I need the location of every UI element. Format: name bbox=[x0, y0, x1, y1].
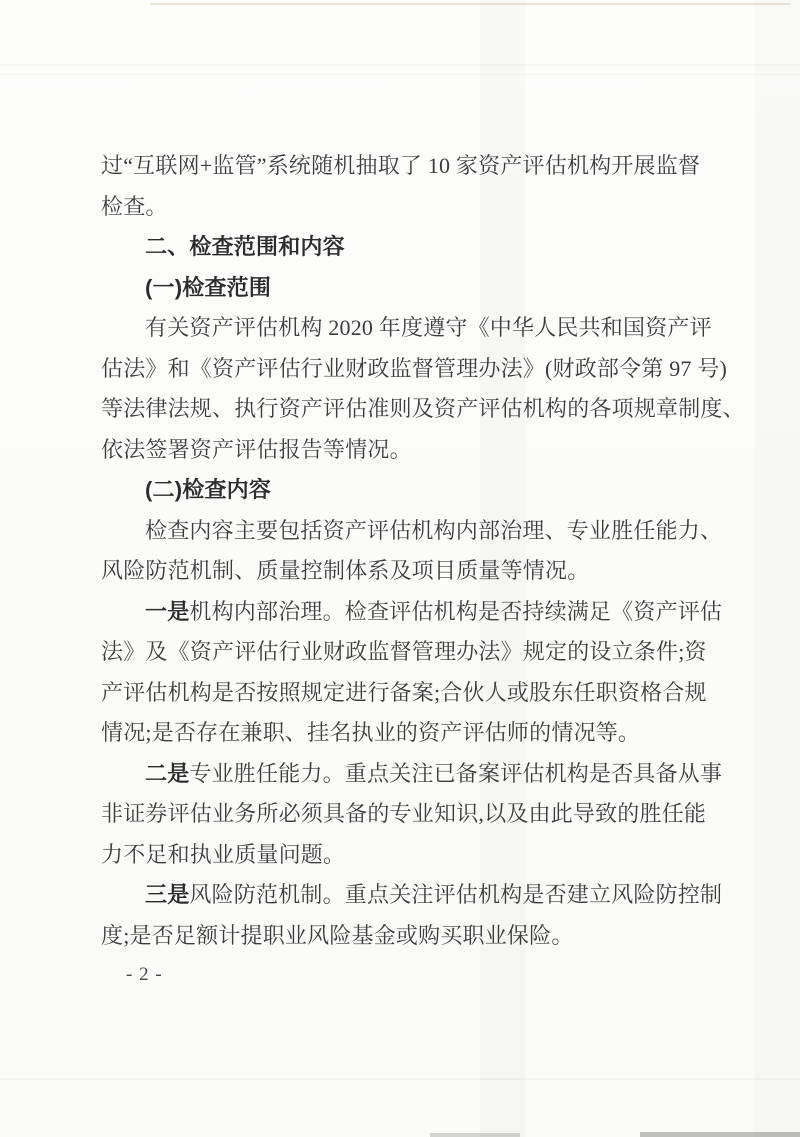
line-text: (二)检查内容 bbox=[145, 477, 272, 502]
line-prefix: 三是 bbox=[145, 882, 190, 907]
text-line bbox=[101, 632, 717, 673]
line-text: 二、检查范围和内容 bbox=[145, 234, 345, 259]
scan-artifact-top-line bbox=[150, 3, 790, 5]
line-prefix: 一是 bbox=[145, 598, 190, 624]
line-text: 等法律法规、执行资产评估准则及资产评估机构的各项规章制度、 bbox=[101, 396, 745, 421]
scan-artifact-streak bbox=[0, 74, 800, 75]
line-text: 风险防范机制、质量控制体系及项目质量等情况。 bbox=[101, 558, 590, 583]
line-text: 估法》和《资产评估行业财政监督管理办法》(财政部令第 97 号) bbox=[101, 355, 728, 381]
line-text: 力不足和执业质量问题。 bbox=[101, 841, 346, 867]
text-line bbox=[101, 389, 745, 430]
line-text: 情况;是否存在兼职、挂名执业的资产评估师的情况等。 bbox=[101, 720, 641, 745]
scan-artifact-streak bbox=[0, 1078, 800, 1080]
line-text: 检查内容主要包括资产评估机构内部治理、专业胜任能力、 bbox=[145, 517, 723, 543]
line-text: 有关资产评估机构 2020 年度遵守《中华人民共和国资产评 bbox=[145, 315, 712, 340]
text-line bbox=[101, 349, 728, 390]
text-line bbox=[101, 713, 717, 754]
line-text: 非证券评估业务所必须具备的专业知识,以及由此导致的胜任能 bbox=[101, 801, 707, 826]
text-line bbox=[101, 551, 717, 592]
line-text: 过“互联网+监管”系统随机抽取了 10 家资产评估机构开展监督 bbox=[101, 153, 701, 178]
text-line bbox=[101, 430, 717, 471]
text-line bbox=[101, 470, 717, 511]
scan-artifact-streak bbox=[0, 64, 800, 66]
text-line bbox=[101, 875, 723, 916]
text-line bbox=[101, 308, 717, 349]
text-line bbox=[101, 916, 717, 957]
line-text: 依法签署资产评估报告等情况。 bbox=[101, 436, 412, 462]
text-line bbox=[101, 673, 717, 714]
line-text: 产评估机构是否按照规定进行备案;合伙人或股东任职资格合规 bbox=[101, 679, 707, 705]
line-text: 机构内部治理。检查评估机构是否持续满足《资产评估 bbox=[189, 598, 723, 624]
text-line bbox=[101, 146, 717, 187]
page-number: - 2 - bbox=[126, 964, 163, 985]
text-line bbox=[101, 187, 717, 228]
line-text: 风险防范机制。重点关注评估机构是否建立风险防控制 bbox=[189, 882, 723, 907]
text-line bbox=[101, 754, 723, 795]
scan-artifact-band bbox=[755, 0, 800, 1137]
text-line bbox=[101, 794, 717, 835]
text-line bbox=[101, 227, 717, 268]
text-line bbox=[101, 268, 717, 309]
text-line bbox=[101, 592, 723, 633]
line-text: 度;是否足额计提职业风险基金或购买职业保险。 bbox=[101, 922, 574, 948]
line-text: 专业胜任能力。重点关注已备案评估机构是否具备从事 bbox=[189, 760, 723, 786]
line-text: 法》及《资产评估行业财政监督管理办法》规定的设立条件;资 bbox=[101, 639, 707, 664]
text-line bbox=[101, 835, 717, 876]
line-text: 检查。 bbox=[101, 193, 168, 219]
scan-artifact-smudge bbox=[640, 1132, 800, 1137]
scan-artifact-smudge bbox=[430, 1133, 520, 1137]
document-body bbox=[101, 146, 745, 956]
line-text: (一)检查范围 bbox=[145, 274, 272, 300]
text-line bbox=[101, 511, 723, 552]
line-prefix: 二是 bbox=[145, 760, 190, 786]
